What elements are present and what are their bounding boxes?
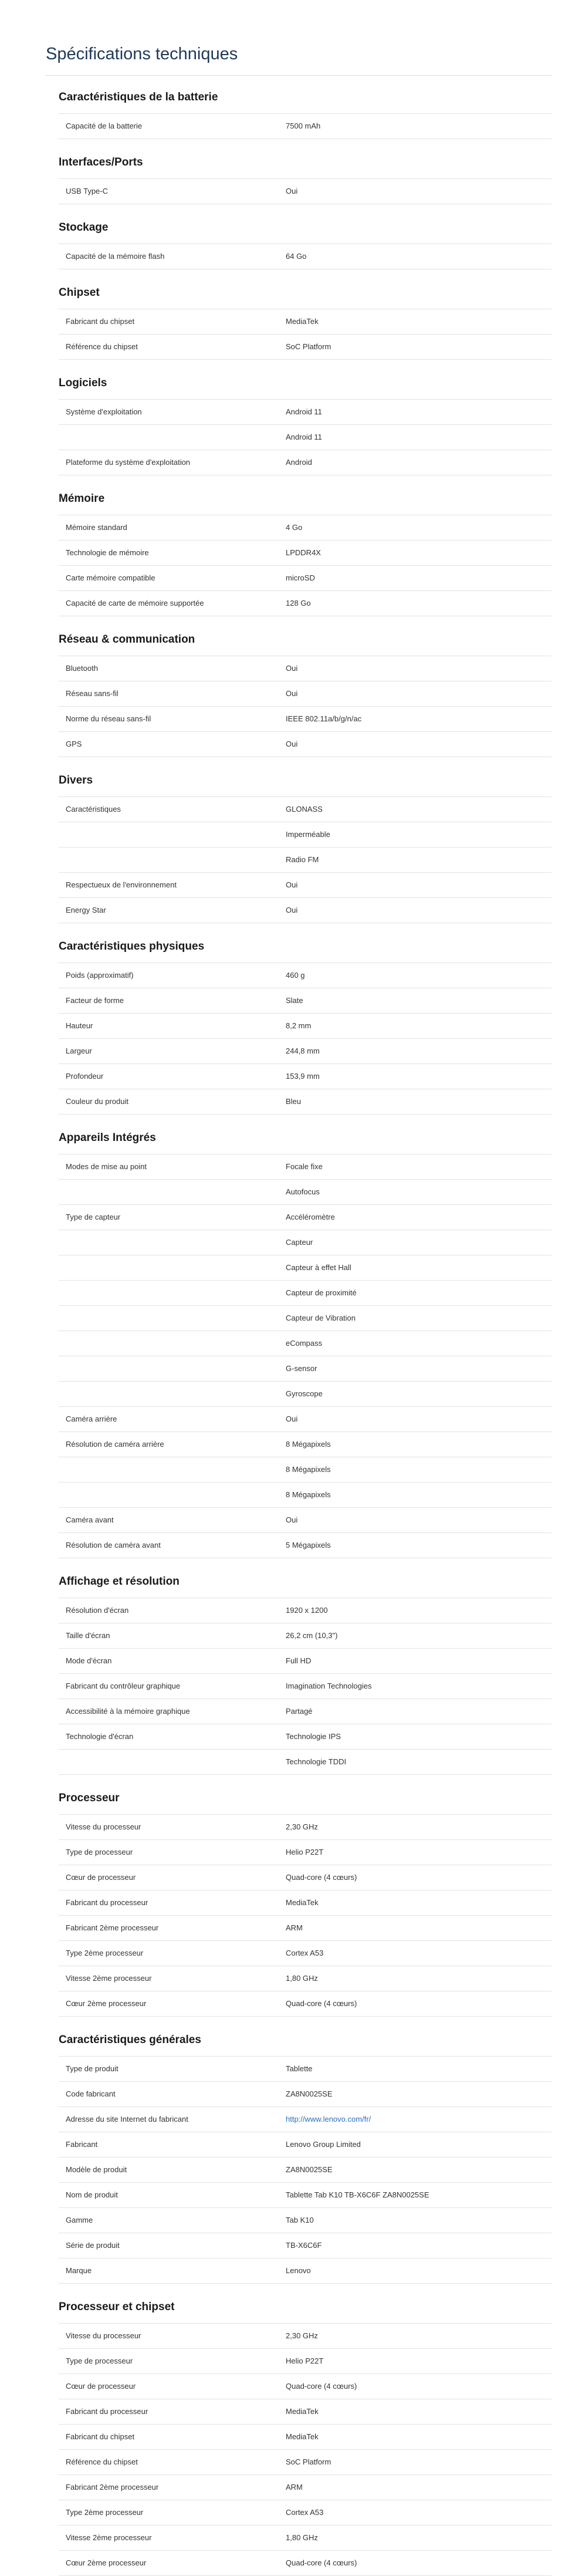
section-title: Caractéristiques de la batterie [59,91,218,103]
spec-row [59,1674,551,1699]
spec-row [59,1483,551,1508]
spec-value: Gyroscope [286,1389,323,1398]
spec-label: Hauteur [66,1021,93,1030]
spec-label: Poids (approximatif) [66,971,134,980]
spec-value: 4 Go [286,523,303,532]
spec-label: Nom de produit [66,2190,118,2199]
spec-label: Vitesse 2ème processeur [66,2533,152,2542]
spec-row [59,1205,551,1230]
spec-row [59,541,551,566]
spec-value: Oui [286,1414,298,1423]
spec-label [59,425,286,450]
spec-row [59,309,551,335]
spec-value: 244,8 mm [286,1046,320,1055]
spec-table [59,963,551,1115]
spec-table [59,399,551,475]
spec-row [59,1306,551,1331]
spec-row [59,2183,551,2208]
spec-row [59,425,551,450]
spec-value: Cortex A53 [286,1949,324,1957]
spec-row [59,1382,551,1407]
spec-label: Couleur du produit [66,1097,128,1106]
spec-value: Radio FM [286,855,319,864]
spec-value: 5 Mégapixels [286,1541,331,1549]
spec-row [59,2324,551,2349]
section-title: Interfaces/Ports [59,156,143,168]
spec-value: Technologie TDDI [286,1757,347,1766]
spec-table [59,244,551,269]
spec-value: 26,2 cm (10,3") [286,1631,338,1640]
spec-row [59,1014,551,1039]
spec-table [59,113,551,139]
spec-row [59,2526,551,2551]
spec-value: 460 g [286,971,305,980]
spec-row [59,1966,551,1991]
spec-row [59,848,551,873]
spec-value: Focale fixe [286,1162,323,1171]
spec-row [59,2399,551,2425]
spec-table [59,309,551,360]
spec-value: Quad-core (4 cœurs) [286,1873,357,1882]
spec-value: microSD [286,573,315,582]
spec-label: Energy Star [66,906,106,914]
spec-table [59,1598,551,1775]
spec-section [59,1122,551,1558]
spec-label: Respectueux de l'environnement [66,880,177,889]
spec-value: 8,2 mm [286,1021,312,1030]
spec-row [59,2349,551,2374]
spec-value: Technologie IPS [286,1732,341,1741]
spec-label: Caractéristiques [66,805,121,813]
manufacturer-website-link[interactable]: http://www.lenovo.com/fr/ [286,2115,371,2123]
spec-section [59,1782,551,2017]
spec-value: 7500 mAh [286,121,321,130]
section-title: Processeur et chipset [59,2301,175,2313]
spec-row [59,1508,551,1533]
section-title: Caractéristiques générales [59,2034,201,2046]
spec-label: Caméra arrière [66,1414,117,1423]
spec-row [59,1432,551,1457]
spec-label: Modèle de produit [66,2165,127,2174]
spec-value: Lenovo Group Limited [286,2140,361,2149]
spec-value: Oui [286,689,298,698]
spec-value: SoC Platform [286,2457,331,2466]
spec-value: Oui [286,740,298,748]
spec-label: Référence du chipset [66,2457,138,2466]
spec-value: ZA8N0025SE [286,2165,333,2174]
spec-value: TB-X6C6F [286,2241,322,2250]
spec-row [59,1039,551,1064]
spec-row [59,1916,551,1941]
spec-label [59,848,286,872]
spec-value: IEEE 802.11a/b/g/n/ac [286,714,362,723]
spec-row [59,591,551,616]
spec-value: Autofocus [286,1187,320,1196]
spec-row [59,2425,551,2450]
spec-value: Capteur de proximité [286,1288,357,1297]
spec-value: 8 Mégapixels [286,1465,331,1474]
spec-row [59,1064,551,1089]
spec-label: Carte mémoire compatible [66,573,155,582]
spec-section [59,147,551,204]
spec-value: eCompass [286,1339,323,1348]
spec-label: Code fabricant [66,2089,116,2098]
spec-value: Oui [286,664,298,673]
spec-value: 64 Go [286,252,307,261]
spec-table [59,796,551,923]
spec-label: Résolution d'écran [66,1606,129,1615]
spec-table [59,515,551,616]
spec-label: Accessibilité à la mémoire graphique [66,1707,190,1716]
spec-label: Cœur de processeur [66,2382,136,2391]
spec-value: G-sensor [286,1364,317,1373]
spec-value: ZA8N0025SE [286,2089,333,2098]
spec-value [286,2107,551,2132]
spec-value: LPDDR4X [286,548,321,557]
spec-row [59,2450,551,2475]
spec-label: Norme du réseau sans-fil [66,714,151,723]
spec-label: Type de processeur [66,2356,133,2365]
spec-section [59,2024,551,2284]
page-title: Spécifications techniques [46,36,551,76]
spec-label: Technologie d'écran [66,1732,134,1741]
spec-row [59,2158,551,2183]
spec-label: Plateforme du système d'exploitation [66,458,191,467]
spec-value: Lenovo [286,2266,311,2275]
spec-row [59,822,551,848]
spec-value: 8 Mégapixels [286,1440,331,1449]
spec-value: 2,30 GHz [286,1822,318,1831]
spec-row [59,1089,551,1115]
spec-row [59,1255,551,1281]
spec-label: Facteur de forme [66,996,124,1005]
spec-label: Profondeur [66,1072,104,1081]
spec-label: Type de produit [66,2064,119,2073]
spec-sections [34,76,551,2576]
spec-row [59,1865,551,1890]
spec-label [59,1180,286,1204]
spec-row [59,656,551,681]
section-title: Divers [59,774,93,786]
spec-section [59,2291,551,2576]
spec-label: Vitesse du processeur [66,1822,141,1831]
spec-value: 128 Go [286,599,311,607]
spec-value: MediaTek [286,2432,319,2441]
spec-table [59,2056,551,2284]
spec-value: Cortex A53 [286,2508,324,2517]
spec-row [59,1331,551,1356]
spec-label: Référence du chipset [66,342,138,351]
spec-label [59,1331,286,1356]
spec-value: Android [286,458,312,467]
spec-section [59,624,551,757]
spec-row [59,1941,551,1966]
spec-label: Système d'exploitation [66,407,142,416]
spec-row [59,1154,551,1180]
spec-value: Imagination Technologies [286,1682,372,1690]
spec-label: Modes de mise au point [66,1162,147,1171]
spec-row [59,335,551,360]
spec-value: Quad-core (4 cœurs) [286,1999,357,2008]
spec-row [59,1356,551,1382]
spec-row [59,179,551,204]
spec-value: Bleu [286,1097,302,1106]
spec-section [59,212,551,269]
spec-label: Mode d'écran [66,1656,112,1665]
spec-table [59,656,551,757]
spec-value: Tab K10 [286,2216,314,2224]
spec-value: Android 11 [286,407,322,416]
spec-value: Oui [286,1515,298,1524]
spec-row [59,1890,551,1916]
spec-label: Technologie de mémoire [66,548,149,557]
spec-label [59,1230,286,1255]
spec-label: Résolution de caméra arrière [66,1440,164,1449]
spec-label: Vitesse du processeur [66,2331,141,2340]
spec-row [59,1457,551,1483]
spec-label: Capacité de la mémoire flash [66,252,165,261]
spec-row [59,1230,551,1255]
spec-row [59,450,551,475]
spec-value: Capteur [286,1238,313,1247]
spec-value: 153,9 mm [286,1072,320,1081]
spec-label: Type 2ème processeur [66,1949,144,1957]
section-title: Chipset [59,286,100,299]
spec-row [59,963,551,988]
spec-row [59,1840,551,1865]
spec-label [59,1281,286,1305]
spec-label: Taille d'écran [66,1631,110,1640]
spec-section [59,82,551,139]
spec-row [59,1623,551,1649]
spec-row [59,2374,551,2399]
spec-table [59,1814,551,2017]
spec-label: Vitesse 2ème processeur [66,1974,152,1983]
spec-row [59,2208,551,2233]
spec-label [59,1750,286,1774]
section-title: Appareils Intégrés [59,1132,156,1144]
spec-label: Marque [66,2266,92,2275]
spec-value: ARM [286,2483,303,2491]
spec-row [59,1649,551,1674]
spec-row [59,1991,551,2017]
spec-value: GLONASS [286,805,323,813]
spec-row [59,1724,551,1750]
spec-value: 8 Mégapixels [286,1490,331,1499]
spec-section [59,1566,551,1775]
spec-label: Bluetooth [66,664,98,673]
spec-value: Capteur à effet Hall [286,1263,351,1272]
spec-label [59,1382,286,1406]
spec-label: Type 2ème processeur [66,2508,144,2517]
spec-row [59,1407,551,1432]
spec-value: Slate [286,996,303,1005]
spec-label: Mémoire standard [66,523,127,532]
spec-row [59,681,551,707]
spec-section [59,277,551,360]
spec-row [59,1815,551,1840]
spec-label: Largeur [66,1046,92,1055]
spec-row [59,244,551,269]
spec-label: Cœur 2ème processeur [66,2558,147,2567]
spec-label: Adresse du site Internet du fabricant [66,2115,188,2123]
spec-section [59,367,551,475]
spec-value: 2,30 GHz [286,2331,318,2340]
spec-value: Accéléromètre [286,1213,335,1221]
spec-value: Helio P22T [286,1848,324,1856]
spec-row [59,2233,551,2258]
spec-label [59,1255,286,1280]
spec-label: Résolution de caméra avant [66,1541,161,1549]
spec-label: Fabricant du chipset [66,2432,135,2441]
spec-label: Cœur de processeur [66,1873,136,1882]
spec-value: 1,80 GHz [286,1974,318,1983]
spec-value: Quad-core (4 cœurs) [286,2382,357,2391]
spec-label: Type de capteur [66,1213,121,1221]
spec-value: 1,80 GHz [286,2533,318,2542]
spec-value: Android 11 [286,433,322,441]
spec-label: Fabricant du processeur [66,2407,148,2416]
spec-row [59,2057,551,2082]
spec-row [59,2551,551,2576]
spec-row [59,2107,551,2132]
spec-label: USB Type-C [66,187,109,195]
spec-value: MediaTek [286,317,319,326]
spec-row [59,400,551,425]
section-title: Logiciels [59,377,107,389]
spec-label: Capacité de carte de mémoire supportée [66,599,204,607]
spec-label: Fabricant [66,2140,98,2149]
spec-row [59,1598,551,1623]
spec-label [59,1306,286,1331]
spec-row [59,1281,551,1306]
spec-value: Oui [286,906,298,914]
spec-value: Oui [286,187,298,195]
spec-label: Fabricant du contrôleur graphique [66,1682,181,1690]
spec-value: Quad-core (4 cœurs) [286,2558,357,2567]
spec-value: Partagé [286,1707,313,1716]
spec-label [59,822,286,847]
spec-value: ARM [286,1923,303,1932]
spec-section [59,483,551,616]
spec-value: MediaTek [286,1898,319,1907]
spec-label: Caméra avant [66,1515,114,1524]
spec-value: MediaTek [286,2407,319,2416]
spec-value: Capteur de Vibration [286,1314,356,1322]
spec-row [59,2132,551,2158]
spec-row [59,1533,551,1558]
spec-label: Fabricant 2ème processeur [66,1923,159,1932]
spec-row [59,707,551,732]
spec-row [59,1699,551,1724]
spec-label: Capacité de la batterie [66,121,143,130]
spec-label: Série de produit [66,2241,120,2250]
spec-row [59,873,551,898]
spec-value: SoC Platform [286,342,331,351]
spec-label: Fabricant 2ème processeur [66,2483,159,2491]
spec-label [59,1356,286,1381]
spec-value: Helio P22T [286,2356,324,2365]
spec-row [59,988,551,1014]
spec-row [59,114,551,139]
spec-row [59,566,551,591]
spec-value: Tablette Tab K10 TB-X6C6F ZA8N0025SE [286,2190,429,2199]
spec-section [59,931,551,1115]
spec-label: Cœur 2ème processeur [66,1999,147,2008]
spec-row [59,732,551,757]
section-title: Caractéristiques physiques [59,940,205,953]
spec-value: Imperméable [286,830,330,839]
spec-value: 1920 x 1200 [286,1606,328,1615]
spec-table [59,1154,551,1558]
spec-value: Full HD [286,1656,312,1665]
spec-label: GPS [66,740,82,748]
spec-label: Type de processeur [66,1848,133,1856]
spec-row [59,1750,551,1775]
section-title: Réseau & communication [59,633,195,646]
section-title: Mémoire [59,492,105,505]
spec-label: Fabricant du chipset [66,317,135,326]
spec-row [59,515,551,541]
spec-label: Fabricant du processeur [66,1898,148,1907]
spec-table [59,2323,551,2576]
spec-section [59,765,551,923]
spec-row [59,2475,551,2500]
section-title: Affichage et résolution [59,1575,180,1588]
spec-label [59,1457,286,1482]
spec-table [59,178,551,204]
spec-row [59,2082,551,2107]
spec-value: Oui [286,880,298,889]
spec-row [59,2500,551,2526]
spec-row [59,898,551,923]
spec-value: Tablette [286,2064,313,2073]
spec-row [59,797,551,822]
section-title: Stockage [59,221,109,234]
section-title: Processeur [59,1792,120,1804]
spec-row [59,1180,551,1205]
spec-label: Gamme [66,2216,93,2224]
spec-label: Réseau sans-fil [66,689,119,698]
spec-row [59,2258,551,2284]
spec-label [59,1483,286,1507]
